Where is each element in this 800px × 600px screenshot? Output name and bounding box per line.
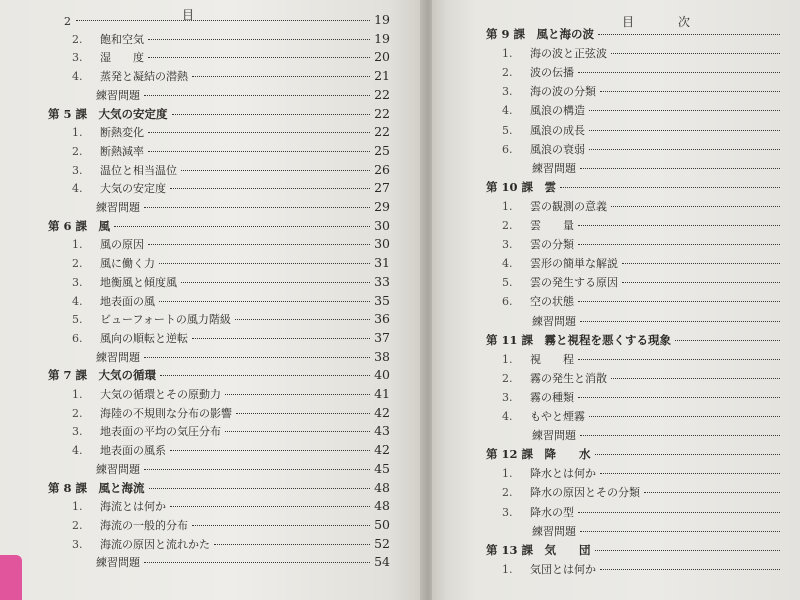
toc-page-number: 41 xyxy=(374,386,390,401)
toc-number: 4. xyxy=(72,182,83,196)
dot-leader xyxy=(148,39,370,40)
toc-page-number: 30 xyxy=(374,236,390,252)
toc-label: 第 10 課 雲 xyxy=(486,179,557,194)
dot-leader xyxy=(589,110,780,111)
dot-leader xyxy=(148,151,370,152)
toc-label: 第 8 課 風と海流 xyxy=(48,480,145,495)
toc-section xyxy=(72,162,390,180)
dot-leader xyxy=(170,450,370,451)
toc-section xyxy=(72,12,390,30)
toc-chapter xyxy=(48,106,390,124)
toc-section xyxy=(72,31,390,49)
toc-section xyxy=(502,255,800,273)
toc-section xyxy=(502,45,800,63)
toc-label: 練習問題 xyxy=(96,350,140,364)
toc-section xyxy=(72,68,390,86)
dot-leader xyxy=(611,378,780,379)
toc-page-number: 42 xyxy=(374,442,390,458)
toc-label: 風浪の成長 xyxy=(530,123,585,137)
toc-chapter xyxy=(48,367,390,385)
toc-label: 雲形の簡単な解説 xyxy=(530,257,618,271)
toc-label: 降水とは何か xyxy=(530,467,596,481)
dot-leader xyxy=(192,338,370,339)
toc-label: 風の原因 xyxy=(100,238,144,252)
toc-label: 断熱減率 xyxy=(100,144,144,158)
dot-leader xyxy=(148,132,370,133)
toc-label: 練習問題 xyxy=(96,556,140,570)
toc-section xyxy=(72,517,390,535)
dot-leader xyxy=(600,91,780,92)
toc-section xyxy=(502,236,800,254)
toc-section xyxy=(502,484,800,502)
dot-leader xyxy=(600,569,780,570)
toc-section xyxy=(72,49,390,67)
toc-number: 1. xyxy=(502,352,513,366)
toc-page-number: 29 xyxy=(374,199,390,214)
toc-section xyxy=(502,370,800,388)
toc-page-number: 45 xyxy=(374,460,390,476)
dot-leader xyxy=(159,301,370,302)
toc-label: 降水の原因とその分類 xyxy=(530,486,640,500)
dot-leader xyxy=(622,282,780,283)
toc-label: 風に働く力 xyxy=(100,257,155,271)
toc-section xyxy=(72,536,390,554)
dot-leader xyxy=(611,206,780,207)
dot-leader xyxy=(149,488,370,489)
dot-leader xyxy=(76,20,370,21)
dot-leader xyxy=(589,416,780,417)
dot-leader xyxy=(148,57,370,58)
toc-number: 3. xyxy=(502,505,513,519)
toc-section xyxy=(502,274,800,292)
toc-label: 練習問題 xyxy=(532,161,576,175)
toc-number: 1. xyxy=(72,388,83,401)
toc-number: 6. xyxy=(502,142,513,156)
toc-page-number: 50 xyxy=(374,516,390,532)
toc-page-number: 52 xyxy=(374,535,390,551)
toc-label: 風向の順転と逆転 xyxy=(100,331,188,345)
dot-leader xyxy=(144,207,370,208)
toc-exercise xyxy=(96,199,390,217)
dot-leader xyxy=(225,431,370,432)
toc-section xyxy=(502,102,800,120)
dot-leader xyxy=(600,473,780,474)
toc-section xyxy=(502,122,800,140)
toc-number: 2. xyxy=(502,66,513,80)
dot-leader xyxy=(181,170,370,171)
toc-label: 霧の発生と消散 xyxy=(530,371,607,385)
toc-label: 練習問題 xyxy=(532,524,576,538)
dot-leader xyxy=(578,72,780,73)
toc-number: 1. xyxy=(502,562,513,576)
toc-label: 飽和空気 xyxy=(100,32,144,46)
pink-sticker xyxy=(0,555,22,600)
toc-label: 風浪の構造 xyxy=(530,104,585,118)
toc-number: 2. xyxy=(72,32,83,46)
toc-exercise xyxy=(96,554,390,572)
toc-exercise xyxy=(532,313,800,331)
toc-page-number: 33 xyxy=(374,273,390,289)
toc-number: 4. xyxy=(502,257,513,271)
toc-label: 雲の発生する原因 xyxy=(530,276,618,290)
toc-label: もやと煙霧 xyxy=(530,410,585,423)
toc-number: 3. xyxy=(72,537,83,551)
dot-leader xyxy=(611,53,780,54)
toc-section xyxy=(72,180,390,198)
toc-chapter xyxy=(486,332,800,350)
toc-label: 練習問題 xyxy=(96,462,140,476)
toc-page-number: 48 xyxy=(374,498,390,514)
dot-leader xyxy=(578,512,780,513)
toc-section xyxy=(72,311,390,329)
toc-section xyxy=(72,293,390,311)
toc-page-number: 30 xyxy=(374,217,390,233)
toc-page-number: 25 xyxy=(374,142,390,158)
dot-leader xyxy=(144,469,370,470)
toc-section xyxy=(72,143,390,161)
dot-leader xyxy=(172,114,370,115)
toc-label: 雲の分類 xyxy=(530,238,574,252)
dot-leader xyxy=(578,359,780,360)
toc-exercise xyxy=(96,349,390,367)
toc-exercise xyxy=(532,427,800,445)
toc-page-number: 31 xyxy=(374,255,390,271)
dot-leader xyxy=(160,375,370,376)
dot-leader xyxy=(578,244,780,245)
toc-label: 湿 度 xyxy=(100,51,144,65)
dot-leader xyxy=(644,492,780,493)
toc-page-number: 42 xyxy=(374,404,390,420)
dot-leader xyxy=(560,187,780,188)
toc-label: 海流の一般的分布 xyxy=(100,518,188,532)
toc-label: 大気の循環とその原動力 xyxy=(100,388,221,401)
dot-leader xyxy=(622,263,780,264)
dot-leader xyxy=(578,301,780,302)
toc-label: 練習問題 xyxy=(532,314,576,328)
toc-section xyxy=(72,442,390,460)
dot-leader xyxy=(675,340,780,341)
toc-page-number: 19 xyxy=(374,30,390,46)
toc-number: 2. xyxy=(72,518,83,532)
toc-page-number: 43 xyxy=(374,423,390,439)
dot-leader xyxy=(578,397,780,398)
toc-number: 2. xyxy=(72,406,83,420)
dot-leader xyxy=(181,282,370,283)
toc-chapter xyxy=(48,218,390,236)
toc-page-number: 36 xyxy=(374,311,390,327)
toc-label: 風浪の衰弱 xyxy=(530,142,585,156)
dot-leader xyxy=(578,225,780,226)
toc-label: 蒸発と凝結の潜熱 xyxy=(100,70,188,84)
toc-label: 温位と相当温位 xyxy=(100,163,177,177)
toc-chapter xyxy=(48,480,390,498)
toc-chapter xyxy=(486,26,800,44)
toc-section xyxy=(502,198,800,216)
toc-page-number: 22 xyxy=(374,124,390,140)
toc-label: 第 12 課 降 水 xyxy=(486,447,591,462)
toc-section xyxy=(72,498,390,516)
toc-number: 3. xyxy=(502,85,513,99)
toc-exercise xyxy=(532,160,800,178)
toc-number: 3. xyxy=(72,275,83,289)
toc-number: 5. xyxy=(72,313,83,327)
dot-leader xyxy=(595,454,780,455)
toc-number: 5. xyxy=(502,276,513,290)
dot-leader xyxy=(225,394,370,395)
toc-section xyxy=(72,386,390,404)
dot-leader xyxy=(595,550,780,551)
toc-section xyxy=(72,423,390,441)
toc-number: 3. xyxy=(72,51,83,65)
dot-leader xyxy=(580,531,780,532)
toc-page-number: 21 xyxy=(374,68,390,84)
toc-section xyxy=(72,124,390,142)
toc-page-number: 19 xyxy=(374,12,390,27)
toc-number: 4. xyxy=(502,104,513,118)
toc-page-number: 48 xyxy=(374,479,390,495)
toc-page-number: 26 xyxy=(374,161,390,177)
page-header: 目 xyxy=(182,8,197,22)
toc-label: 地表面の平均の気圧分布 xyxy=(100,425,221,439)
dot-leader xyxy=(192,525,370,526)
toc-number: 3. xyxy=(72,425,83,439)
toc-label: 地表面の風系 xyxy=(100,444,166,458)
dot-leader xyxy=(170,506,370,507)
dot-leader xyxy=(580,321,780,322)
toc-chapter xyxy=(486,542,800,560)
toc-page-number: 22 xyxy=(374,86,390,102)
toc-page-number: 35 xyxy=(374,292,390,308)
right-page xyxy=(432,0,800,600)
toc-section xyxy=(502,293,800,311)
toc-number: 1. xyxy=(72,238,83,252)
toc-label: 断熱変化 xyxy=(100,126,144,140)
toc-label: 第 9 課 風と海の波 xyxy=(486,27,595,41)
toc-exercise xyxy=(532,523,800,541)
toc-page-number: 27 xyxy=(374,180,390,196)
toc-label: 海流の原因と流れかた xyxy=(100,537,210,551)
toc-number: 2. xyxy=(502,371,513,385)
toc-section xyxy=(502,389,800,407)
dot-leader xyxy=(144,95,370,96)
toc-label: 視 程 xyxy=(530,352,574,366)
toc-label: 第 11 課 霧と視程を悪くする現象 xyxy=(486,332,672,347)
toc-number: 3. xyxy=(502,238,513,252)
toc-number: 1. xyxy=(502,467,513,481)
toc-number: 2. xyxy=(72,257,83,271)
toc-section xyxy=(502,465,800,483)
toc-label: 練習問題 xyxy=(96,88,140,102)
dot-leader xyxy=(159,263,370,264)
toc-section xyxy=(502,141,800,159)
dot-leader xyxy=(236,413,370,414)
toc-page-number: 37 xyxy=(374,329,390,345)
dot-leader xyxy=(114,226,370,227)
toc-number: 1. xyxy=(72,126,83,140)
toc-number: 4. xyxy=(502,410,513,423)
toc-label: 大気の安定度 xyxy=(100,182,166,196)
toc-number: 2. xyxy=(502,486,513,500)
toc-section xyxy=(72,236,390,254)
toc-section xyxy=(502,408,800,426)
toc-label: 海の波と正弦波 xyxy=(530,47,607,61)
toc-label: 雲の観測の意義 xyxy=(530,199,607,213)
dot-leader xyxy=(170,188,370,189)
toc-section xyxy=(502,64,800,82)
toc-number: 6. xyxy=(502,295,513,309)
toc-number: 5. xyxy=(502,123,513,137)
dot-leader xyxy=(589,149,780,150)
toc-exercise xyxy=(96,461,390,479)
toc-label: 地表面の風 xyxy=(100,294,155,308)
toc-section xyxy=(502,561,800,579)
toc-page-number: 54 xyxy=(374,554,390,570)
toc-page-number: 22 xyxy=(374,105,390,121)
toc-label: 練習問題 xyxy=(96,201,140,214)
toc-section xyxy=(502,83,800,101)
toc-section xyxy=(72,274,390,292)
toc-label: 第 6 課 風 xyxy=(48,218,111,233)
toc-label: 空の状態 xyxy=(530,295,574,309)
dot-leader xyxy=(144,357,370,358)
toc-number: 3. xyxy=(502,390,513,404)
toc-section xyxy=(72,255,390,273)
dot-leader xyxy=(148,244,370,245)
toc-page-number: 20 xyxy=(374,49,390,65)
toc-number: 2. xyxy=(502,219,513,232)
dot-leader xyxy=(192,76,370,77)
toc-label: 気団とは何か xyxy=(530,562,596,576)
dot-leader xyxy=(580,435,780,436)
page-header: 目 次 xyxy=(622,15,693,29)
toc-number: 1. xyxy=(502,47,513,61)
dot-leader xyxy=(589,130,780,131)
toc-label: 練習問題 xyxy=(532,429,576,443)
page-number: 2 xyxy=(64,15,71,28)
toc-label: 霧の種類 xyxy=(530,390,574,404)
toc-section xyxy=(72,330,390,348)
toc-number: 4. xyxy=(72,294,83,308)
toc-label: 海の波の分類 xyxy=(530,85,596,99)
toc-label: 降水の型 xyxy=(530,505,574,519)
toc-section xyxy=(72,405,390,423)
dot-leader xyxy=(144,562,370,563)
toc-page-number: 38 xyxy=(374,348,390,364)
toc-chapter xyxy=(486,179,800,197)
dot-leader xyxy=(214,544,370,545)
toc-section xyxy=(502,217,800,235)
toc-label: 第 5 課 大気の安定度 xyxy=(48,106,168,121)
dot-leader xyxy=(598,34,780,35)
toc-label: ビューフォートの風力階級 xyxy=(100,313,231,327)
toc-label: 雲 量 xyxy=(530,219,574,232)
toc-number: 4. xyxy=(72,70,83,84)
toc-number: 4. xyxy=(72,444,83,458)
toc-label: 海流とは何か xyxy=(100,500,166,514)
toc-label: 波の伝播 xyxy=(530,66,574,80)
toc-number: 1. xyxy=(72,500,83,514)
toc-chapter xyxy=(486,446,800,464)
toc-number: 2. xyxy=(72,144,83,158)
toc-section xyxy=(502,351,800,369)
dot-leader xyxy=(235,319,370,320)
toc-label: 第 13 課 気 団 xyxy=(486,542,591,557)
toc-label: 地衡風と傾度風 xyxy=(100,275,177,289)
toc-exercise xyxy=(96,87,390,105)
toc-label: 第 7 課 大気の循環 xyxy=(48,368,157,383)
toc-label: 海陸の不規則な分布の影響 xyxy=(100,406,232,420)
toc-page-number: 40 xyxy=(374,367,390,383)
toc-section xyxy=(502,504,800,522)
dot-leader xyxy=(580,168,780,169)
toc-number: 3. xyxy=(72,163,83,177)
toc-number: 1. xyxy=(502,199,513,213)
toc-number: 6. xyxy=(72,331,83,345)
